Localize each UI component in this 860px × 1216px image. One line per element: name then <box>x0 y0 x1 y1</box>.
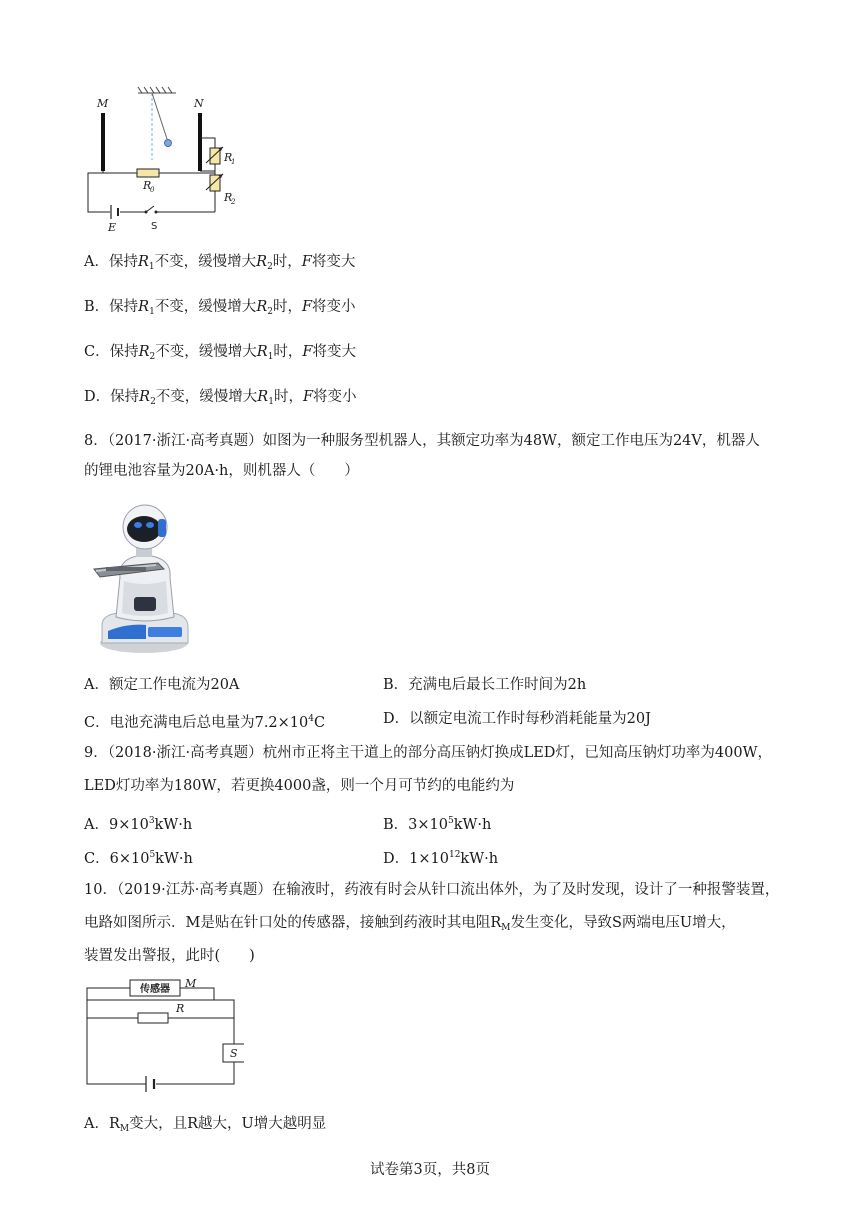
label-r2: R <box>224 191 233 204</box>
ceiling-hatch <box>138 87 176 93</box>
q9-stem-line2: LED灯功率为180W，若更换4000盏，则一个月可节约的电能约为 <box>84 778 515 794</box>
page-footer: 试卷第3页，共8页 <box>370 1162 490 1178</box>
robot-image <box>88 497 198 659</box>
q8-option-d[interactable]: D．以额定电流工作时每秒消耗能量为20J <box>383 711 651 727</box>
q9-option-c[interactable]: C．$6\times 10^5kW\cdot h$ <box>84 850 193 867</box>
q7-circuit-figure <box>80 85 260 235</box>
label-s: S <box>230 1047 238 1060</box>
q8-option-a[interactable]: A．额定工作电流为20A <box>84 677 240 693</box>
q10-option-a[interactable]: A．$R_M$变大，且R越大，U增大越明显 <box>84 1116 327 1134</box>
q8-stem-line2: 的锂电池容量为20A·h，则机器人（ ） <box>84 463 359 479</box>
pendulum-ball <box>165 140 172 147</box>
q10-circuit-figure <box>84 978 244 1094</box>
plate-m <box>101 113 105 171</box>
q8-option-c[interactable]: C．电池充满电后总电量为$7.2\times 10^4C$ <box>84 714 326 731</box>
rheostat-r2 <box>210 175 220 191</box>
q8-option-b[interactable]: B．充满电后最长工作时间为2h <box>383 677 587 693</box>
label-r0-sub: 0 <box>150 186 155 194</box>
label-m: M <box>97 97 109 110</box>
label-n: N <box>194 97 204 110</box>
label-r0: R <box>143 179 152 192</box>
q7-option-c[interactable]: C．保持$R_2$不变，缓慢增大$R_1$时，F将变大 <box>84 344 356 362</box>
q10-stem-line1: 10．（2019·江苏·高考真题）在输液时，药液有时会从针口流出体外，为了及时发现，设计了一种报警装置， <box>84 882 780 898</box>
label-s: S <box>151 221 158 232</box>
resistor-r <box>138 1013 168 1023</box>
q8-stem-line1: 8．（2017·浙江·高考真题）如图为一种服务型机器人，其额定功率为48W，额定工作电压为24V，机器人 <box>84 433 760 449</box>
pendulum-string <box>152 93 168 142</box>
rheostat-r1 <box>210 148 220 164</box>
q9-stem-line1: 9．（2018·浙江·高考真题）杭州市正将主干道上的部分高压钠灯换成LED灯，已知高压钠灯功率为400W， <box>84 745 773 761</box>
label-e: E <box>108 221 117 234</box>
q10-stem-line2: 电路如图所示．M是贴在针口处的传感器，接触到药液时其电阻$R_M$发生变化，导致S两端电压U增大， <box>84 915 736 933</box>
label-r1-sub: 1 <box>231 158 236 166</box>
label-r2-sub: 2 <box>231 198 236 206</box>
plate-n <box>198 113 202 171</box>
q10-stem-line3: 装置发出警报，此时( ) <box>84 948 255 964</box>
q7-option-b[interactable]: B．保持$R_1$不变，缓慢增大$R_2$时，F将变小 <box>84 299 356 317</box>
q9-option-a[interactable]: A．$9\times 10^3kW\cdot h$ <box>84 816 193 833</box>
resistor-r0 <box>137 169 159 177</box>
q9-option-b[interactable]: B．$3\times 10^5kW\cdot h$ <box>383 816 492 833</box>
label-m: M <box>185 978 197 990</box>
q7-option-a[interactable]: A．保持$R_1$不变，缓慢增大$R_2$时，F将变大 <box>84 254 356 272</box>
label-r1: R <box>224 151 233 164</box>
sensor-label: 传感器 <box>140 984 170 995</box>
q9-option-d[interactable]: D．$1\times 10^{12}kW\cdot h$ <box>383 850 499 867</box>
q7-option-d[interactable]: D．保持$R_2$不变，缓慢增大$R_1$时，F将变小 <box>84 389 357 407</box>
label-r: R <box>176 1002 185 1015</box>
